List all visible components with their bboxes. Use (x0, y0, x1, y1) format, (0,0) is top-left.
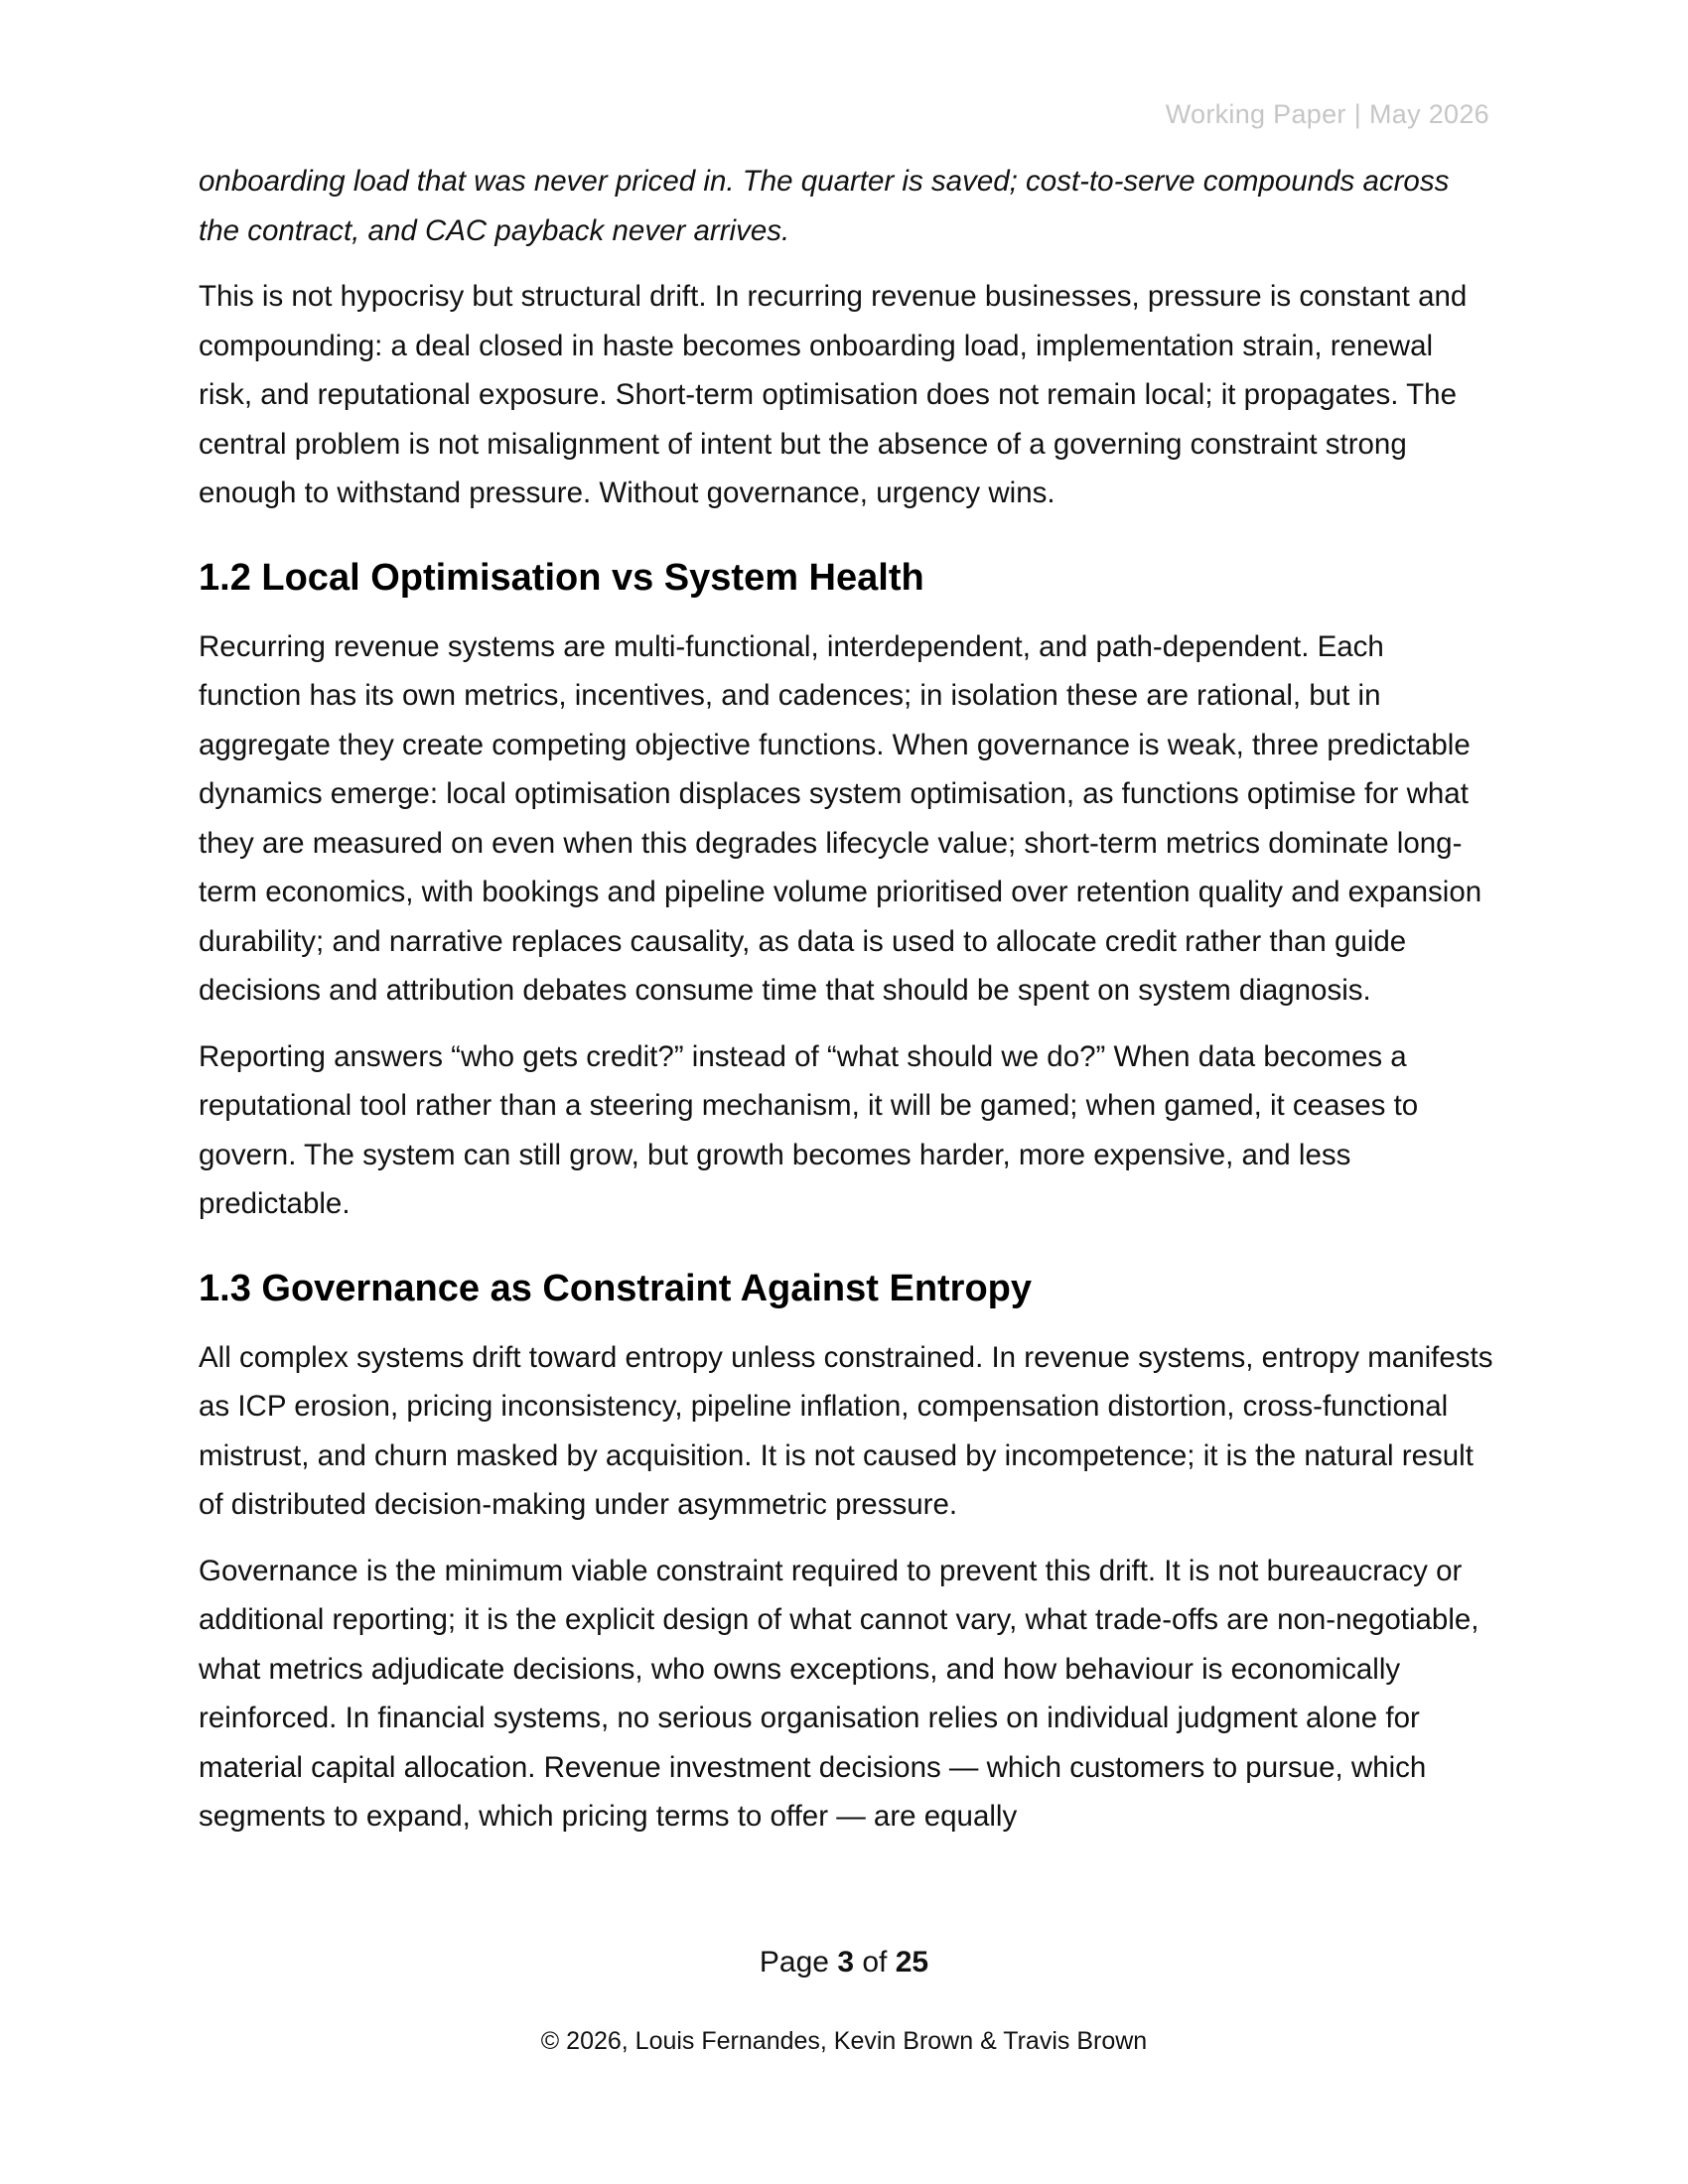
header-label: Working Paper (1165, 99, 1346, 129)
drift-paragraph: This is not hypocrisy but structural drift. In recurring revenue businesses, pressure is constant and compounding: a deal closed in haste becomes onboarding load, implementation strain, renewal risk, and reputational exposure. Short-term optimisation does not remain local; it propagates. The central problem is not misalignment of intent but the absence of a governing constraint strong enough to withstand pressure. Without governance, urgency wins. (199, 280, 1468, 509)
section-heading-1-2: 1.2 Local Optimisation vs System Health (199, 556, 924, 599)
section-1-2-paragraph-1: Recurring revenue systems are multi-functional, interdependent, and path-dependent. Each function has its own metrics, incentives, and cadences; in isolation these are rational, but in aggregate they create competing objective functions. When governance is weak, three predictable dynamics emerge: local optimisation displaces system optimisation, as functions optimise for what they are measured on even when this degrades lifecycle value; short-term metrics dominate long-term economics, with bookings and pipeline volume prioritised over retention quality and expansion durability; and narrative replaces causality, as data is used to allocate credit rather than guide decisions and attribution debates consume time that should be spent on system diagnosis. (199, 629, 1482, 1007)
header-date: May 2026 (1369, 99, 1489, 129)
section-1-3-paragraph-2: Governance is the minimum viable constraint required to prevent this drift. It is not bureaucracy or additional reporting; it is the explicit design of what cannot vary, what trade-offs are non-negotiable, what metrics adjudicate decisions, who owns exceptions, and how behaviour is economically reinforced. In financial systems, no serious organisation relies on individual judgment alone for material capital allocation. Revenue investment decisions — which customers to pursue, which segments to expand, which pricing terms to offer — are equally (199, 1554, 1479, 1833)
section-1-3-paragraph-1: All complex systems drift toward entropy unless constrained. In revenue systems, entropy manifests as ICP erosion, pricing inconsistency, pipeline inflation, compensation distortion, cross-functional mistrust, and churn masked by acquisition. It is not caused by incompetence; it is the natural result of distributed decision-making under asymmetric pressure. (199, 1340, 1493, 1521)
page-current: 3 (837, 1946, 854, 1979)
page-body (199, 157, 1494, 1858)
section-1-2-paragraph-2: Reporting answers “who gets credit?” instead of “what should we do?” When data becomes a reputational tool rather than a steering mechanism, it will be gamed; when gamed, it ceases to govern. The system can still grow, but growth becomes harder, more expensive, and less predictable. (199, 1039, 1419, 1220)
page-number (0, 1946, 1688, 1979)
running-header (1166, 99, 1489, 130)
copyright-notice: © 2026, Louis Fernandes, Kevin Brown & Travis Brown (540, 2027, 1148, 2055)
section-heading-1-3: 1.3 Governance as Constraint Against Entropy (199, 1267, 1033, 1309)
page-of: of (862, 1946, 888, 1979)
page-total: 25 (895, 1946, 929, 1979)
intro-paragraph: onboarding load that was never priced in. The quarter is saved; cost-to-serve compounds across the contract, and CAC payback never arrives. (199, 165, 1450, 247)
header-separator: | (1353, 99, 1362, 129)
page-prefix: Page (759, 1946, 829, 1979)
